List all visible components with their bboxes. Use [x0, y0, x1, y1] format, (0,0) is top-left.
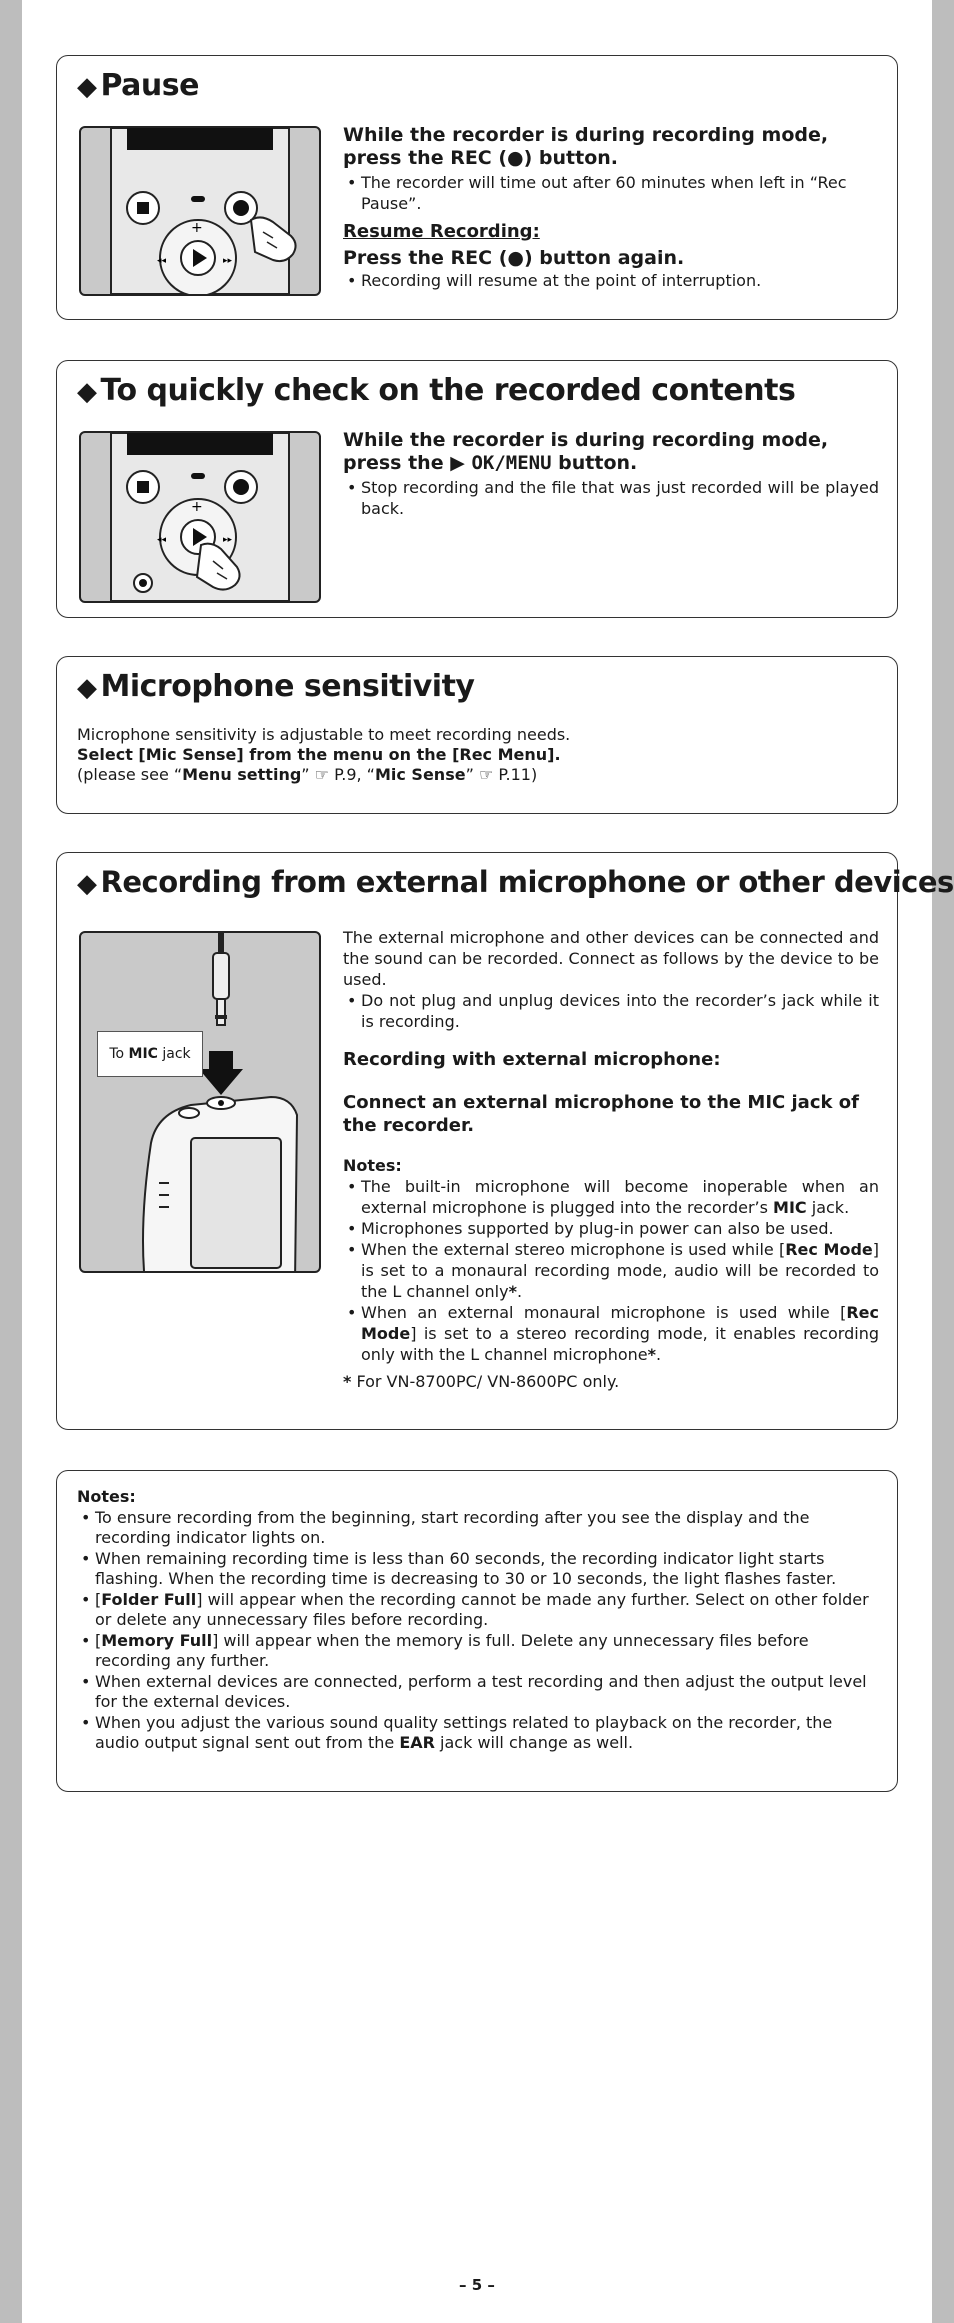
diamond-icon: ◆: [77, 377, 97, 407]
resume-lead: Press the REC (●) button again.: [343, 247, 685, 269]
mic-sensitivity-line-1: Microphone sensitivity is adjustable to meet recording needs.: [77, 725, 571, 744]
list-item: • Recording will resume at the point of interruption.: [343, 270, 879, 291]
list-item: • [Folder Full] will appear when the recording cannot be made any further. Select on other folder or delete any unnecessary files before recording.: [77, 1590, 879, 1631]
quick-check-section: [56, 360, 898, 618]
external-mic-illustration: [79, 931, 321, 1273]
diamond-icon: ◆: [77, 72, 97, 102]
pause-title: ◆ Pause: [77, 68, 199, 103]
ok-menu-key: OK/MENU: [471, 452, 552, 474]
external-intro-bullets: [343, 990, 879, 1032]
svg-text:◂◂: ◂◂: [157, 535, 167, 545]
mic-sensitivity-section: [56, 656, 898, 814]
general-notes-body: [77, 1487, 879, 1754]
list-item: • Stop recording and the file that was just recorded will be played back.: [343, 477, 879, 519]
recorder-buttons-icon: [81, 128, 319, 294]
list-item: • Do not plug and unplug devices into the recorder’s jack while it is recording.: [343, 990, 879, 1032]
resume-heading: Resume Recording:: [343, 221, 540, 242]
list-item: • To ensure recording from the beginning, start recording after you see the display and the recording indicator lights on.: [77, 1508, 879, 1549]
external-notes-list: [343, 1176, 879, 1365]
quick-check-bullets: [343, 477, 879, 519]
external-connect: Connect an external microphone to the MIC jack of the recorder.: [343, 1092, 859, 1136]
mic-sensitivity-line-3: (please see “Menu setting” ☞ P.9, “Mic Sense” ☞ P.11): [77, 765, 538, 784]
mic-jack-callout: To MIC jack: [97, 1031, 203, 1077]
list-item: • When an external monaural microphone is used while [Rec Mode] is set to a stereo recording mode, it enables recording only with the L channel microphone*.: [343, 1302, 879, 1365]
quick-check-title: ◆ To quickly check on the recorded contents: [77, 373, 796, 408]
external-notes-heading: Notes:: [343, 1156, 402, 1175]
pause-body: [343, 124, 879, 291]
external-mic-section: [56, 852, 954, 1430]
list-item: • [Memory Full] will appear when the memory is full. Delete any unnecessary files before recording any further.: [77, 1631, 879, 1672]
pause-bullets: [343, 172, 879, 214]
external-intro: The external microphone and other devices can be connected and the sound can be recorded. Connect as follows by the device to be used.: [343, 928, 879, 989]
list-item: • When remaining recording time is less than 60 seconds, the recording indicator light starts flashing. When the recording time is decreasing to 30 or 10 seconds, the light flashes faster.: [77, 1549, 879, 1590]
mic-sensitivity-line-2: Select [Mic Sense] from the menu on the [Rec Menu].: [77, 745, 561, 764]
list-item: • Microphones supported by plug-in power can also be used.: [343, 1218, 879, 1239]
mic-plug-icon: [81, 933, 319, 1271]
external-mic-body: [343, 927, 879, 1392]
general-notes-heading: Notes:: [77, 1487, 136, 1506]
list-item: • The recorder will time out after 60 minutes when left in “Rec Pause”.: [343, 172, 879, 214]
external-mic-title: ◆ Recording from external microphone or other devices: [77, 865, 954, 899]
play-icon: ▶: [450, 452, 465, 474]
svg-text:+: +: [191, 499, 203, 515]
general-notes-list: [77, 1508, 879, 1754]
quick-check-lead: While the recorder is during recording mode, press the ▶ OK/MENU button.: [343, 429, 829, 474]
manual-page: [22, 0, 954, 2323]
recorder-rec-button-illustration: [79, 126, 321, 296]
general-notes-section: [56, 1470, 898, 1792]
pause-section: [56, 55, 898, 320]
list-item: • When external devices are connected, perform a test recording and then adjust the output level for the external devices.: [77, 1672, 879, 1713]
external-subheading: Recording with external microphone:: [343, 1049, 721, 1070]
diamond-icon: ◆: [77, 673, 97, 703]
svg-text:◂◂: ◂◂: [157, 256, 167, 266]
list-item: • The built-in microphone will become inoperable when an external microphone is plugged into the recorder’s MIC jack.: [343, 1176, 879, 1218]
mic-sensitivity-body: [77, 725, 877, 785]
diamond-icon: ◆: [77, 869, 97, 899]
external-footnote: * For VN-8700PC/ VN-8600PC only.: [343, 1372, 620, 1391]
page-number: – 5 –: [459, 2276, 495, 2294]
list-item: • When you adjust the various sound quality settings related to playback on the recorder, the audio output signal sent out from the EAR jack will change as well.: [77, 1713, 879, 1754]
recorder-ok-button-illustration: [79, 431, 321, 603]
resume-bullets: [343, 270, 879, 291]
mic-sensitivity-title: ◆ Microphone sensitivity: [77, 669, 475, 704]
quick-check-body: [343, 429, 879, 519]
pause-lead: While the recorder is during recording mode, press the REC (●) button.: [343, 124, 829, 169]
list-item: • When the external stereo microphone is used while [Rec Mode] is set to a monaural recording mode, audio will be recorded to the L channel only*.: [343, 1239, 879, 1302]
recorder-buttons-icon: [81, 433, 319, 601]
svg-text:▸▸: ▸▸: [223, 256, 233, 266]
svg-text:+: +: [191, 220, 203, 236]
svg-text:▸▸: ▸▸: [223, 535, 233, 545]
